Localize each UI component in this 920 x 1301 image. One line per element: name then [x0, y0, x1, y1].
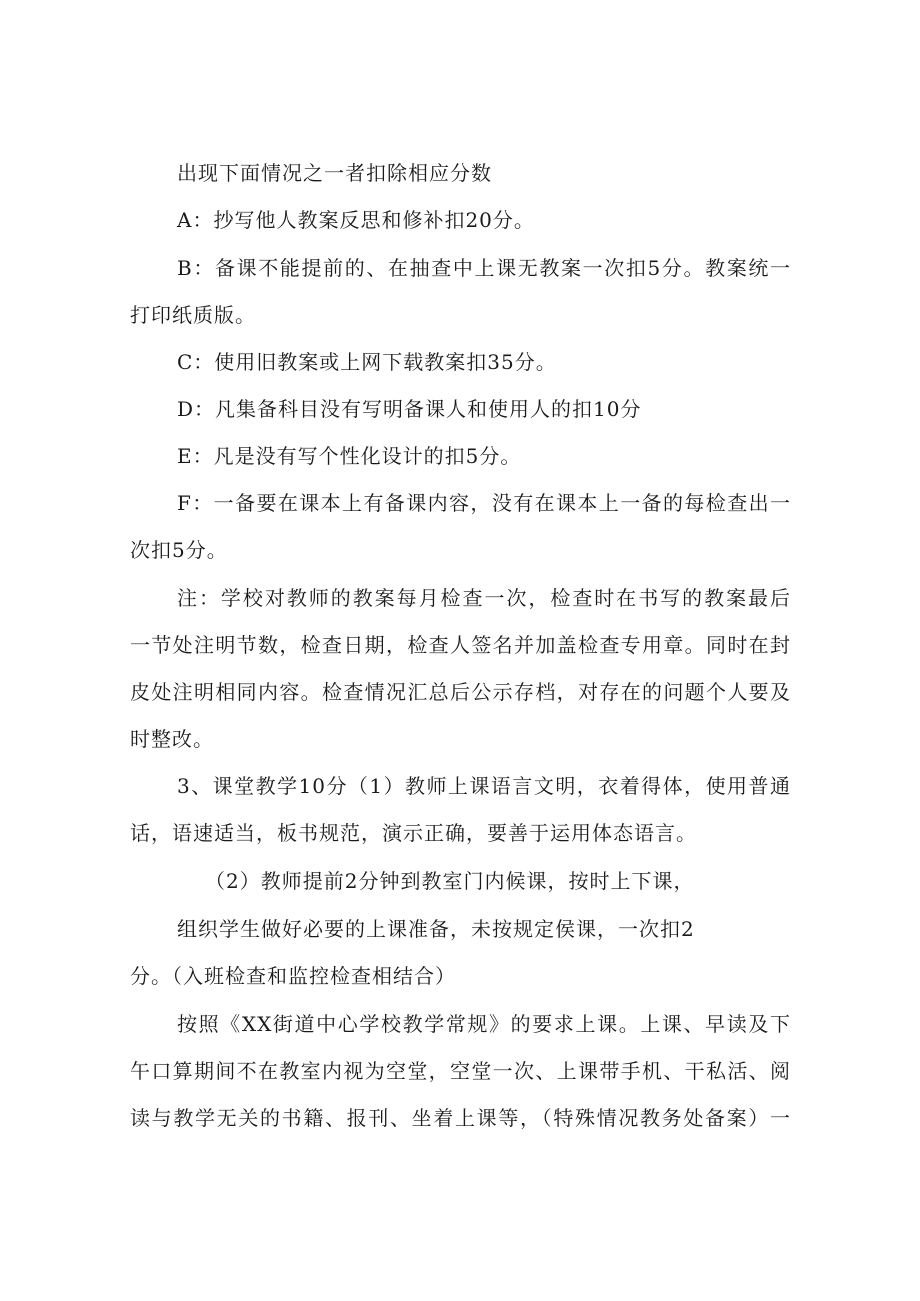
text-line: 午口算期间不在教室内视为空堂，空堂一次、上课带手机、干私活、阅	[130, 1059, 791, 1083]
text-line: B：备课不能提前的、在抽查中上课无教案一次扣5分。教案统一	[177, 256, 791, 280]
text-line: 注：学校对教师的教案每月检查一次，检查时在书写的教案最后	[177, 586, 791, 610]
text-line: 读与教学无关的书籍、报刊、坐着上课等，（特殊情况教务处备案）一	[130, 1106, 791, 1130]
text-line: 次扣5分。	[130, 538, 228, 562]
text-line: 组织学生做好必要的上课准备，未按规定侯课，一次扣2	[177, 917, 695, 941]
text-line: E：凡是没有写个性化设计的扣5分。	[177, 444, 522, 468]
text-line: 时整改。	[130, 727, 214, 751]
text-line: 按照《XX街道中心学校教学常规》的要求上课。上课、早读及下	[177, 1012, 791, 1036]
text-line: 出现下面情况之一者扣除相应分数	[177, 161, 492, 185]
text-line: 3、课堂教学10分（1）教师上课语言文明，衣着得体，使用普通	[177, 774, 791, 798]
text-line: F：一备要在课本上有备课内容，没有在课本上一备的每检查出一	[177, 491, 791, 515]
text-line: C：使用旧教案或上网下载教案扣35分。	[177, 350, 557, 374]
text-line: 一节处注明节数，检查日期，检查人签名并加盖检查专用章。同时在封	[130, 633, 791, 657]
text-line: 分。（入班检查和监控检查相结合）	[130, 964, 456, 988]
text-line: D：凡集备科目没有写明备课人和使用人的扣10分	[177, 397, 642, 421]
text-line: 皮处注明相同内容。检查情况汇总后公示存档，对存在的问题个人要及	[130, 680, 791, 704]
text-line: 话，语速适当，板书规范，演示正确，要善于运用体态语言。	[130, 821, 697, 845]
text-line: A：抄写他人教案反思和修补扣20分。	[177, 208, 535, 232]
text-line: （2）教师提前2分钟到教室门内候课，按时上下课，	[205, 869, 695, 893]
text-line: 打印纸质版。	[130, 303, 256, 327]
